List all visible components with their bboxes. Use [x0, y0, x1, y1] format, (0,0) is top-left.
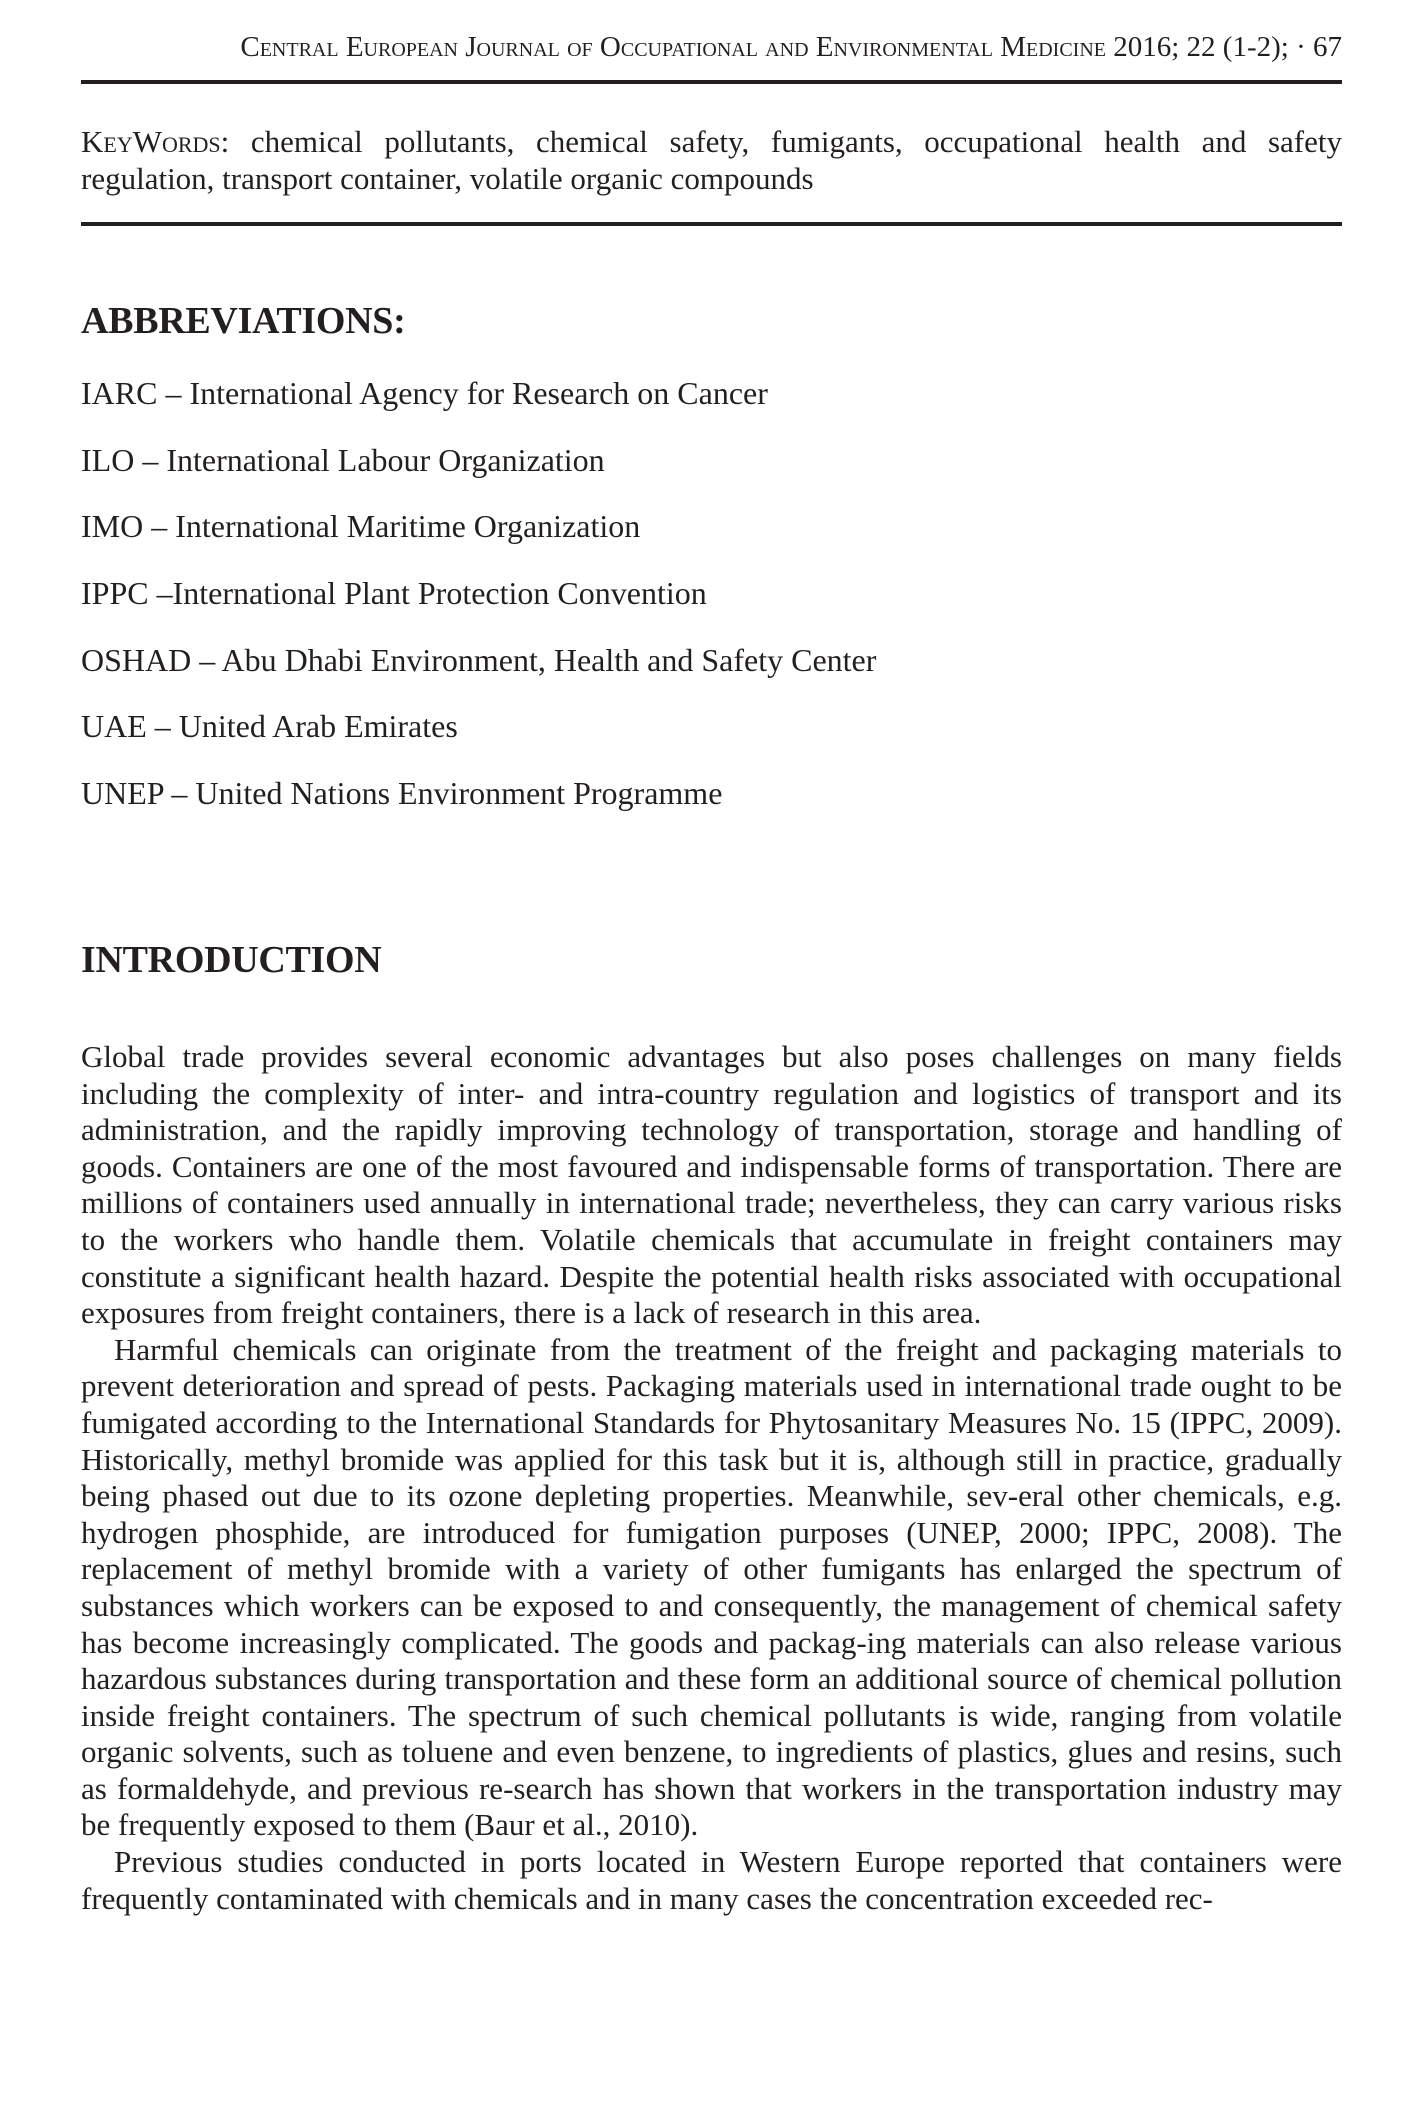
abbreviation-item: IMO – International Maritime Organization [81, 508, 641, 545]
keywords [81, 123, 1342, 197]
abbreviation-item: ILO – International Labour Organization [81, 441, 605, 478]
journal-title: Central European Journal of Occupational and Environmental Medicine [240, 31, 1106, 63]
abbreviation-item: UNEP – United Nations Environment Programme [81, 775, 723, 812]
keywords-label: KeyWords: [81, 124, 230, 159]
abbreviations-heading: ABBREVIATIONS: [81, 300, 406, 342]
header-rule [81, 80, 1342, 84]
paragraph: Previous studies conducted in ports located in Western Europe reported that containers were frequently contaminated with chemicals and in many cases the concentration exceeded rec- [81, 1844, 1342, 1916]
running-header [80, 30, 1342, 64]
introduction-body [81, 1039, 1342, 1917]
paragraph: Global trade provides several economic advantages but also poses challenges on many fields including the complexity of inter- and intra-country regulation and logistics of transport and its administration, and the rapidly improving technology of transportation, storage and handling of goods. Containers are one of the most favoured and indispensable forms of transportation. There are millions of containers used annually in international trade; nevertheless, they can carry various risks to the workers who handle them. Volatile chemicals that accumulate in freight containers may constitute a significant health hazard. Despite the potential health risks associated with occupational exposures from freight containers, there is a lack of research in this area. [81, 1039, 1342, 1331]
abbreviations-list [81, 375, 876, 842]
keywords-rule [81, 222, 1342, 226]
abbreviation-item: UAE – United Arab Emirates [81, 708, 458, 745]
abbreviation-item: IPPC –International Plant Protection Convention [81, 575, 707, 612]
citation: 2016; 22 (1-2); · 67 [1113, 31, 1342, 63]
paragraph: Harmful chemicals can originate from the treatment of the freight and packaging materials to prevent deterioration and spread of pests. Packaging materials used in international trade ought to be fumigated according to the International Standards for Phytosanitary Measures No. 15 (IPPC, 2009). Historically, methyl bromide was applied for this task but it is, although still in practice, gradually being phased out due to its ozone depleting properties. Meanwhile, sev-eral other chemicals, e.g. hydrogen phosphide, are introduced for fumigation purposes (UNEP, 2000; IPPC, 2008). The replacement of methyl bromide with a variety of other fumigants has enlarged the spectrum of substances which workers can be exposed to and consequently, the management of chemical safety has become increasingly complicated. The goods and packag-ing materials can also release various hazardous substances during transportation and these form an additional source of chemical pollution inside freight containers. The spectrum of such chemical pollutants is wide, ranging from volatile organic solvents, such as toluene and even benzene, to ingredients of plastics, glues and resins, such as formaldehyde, and previous re-search has shown that workers in the transportation industry may be frequently exposed to them (Baur et al., 2010). [81, 1331, 1342, 1843]
abbreviation-item: IARC – International Agency for Research on Cancer [81, 375, 768, 411]
introduction-heading: INTRODUCTION [81, 939, 382, 981]
abbreviation-item: OSHAD – Abu Dhabi Environment, Health and Safety Center [81, 641, 877, 678]
keywords-text: chemical pollutants, chemical safety, fumigants, occupational health and safety regulation, transport container, volatile organic compounds [81, 124, 1342, 196]
